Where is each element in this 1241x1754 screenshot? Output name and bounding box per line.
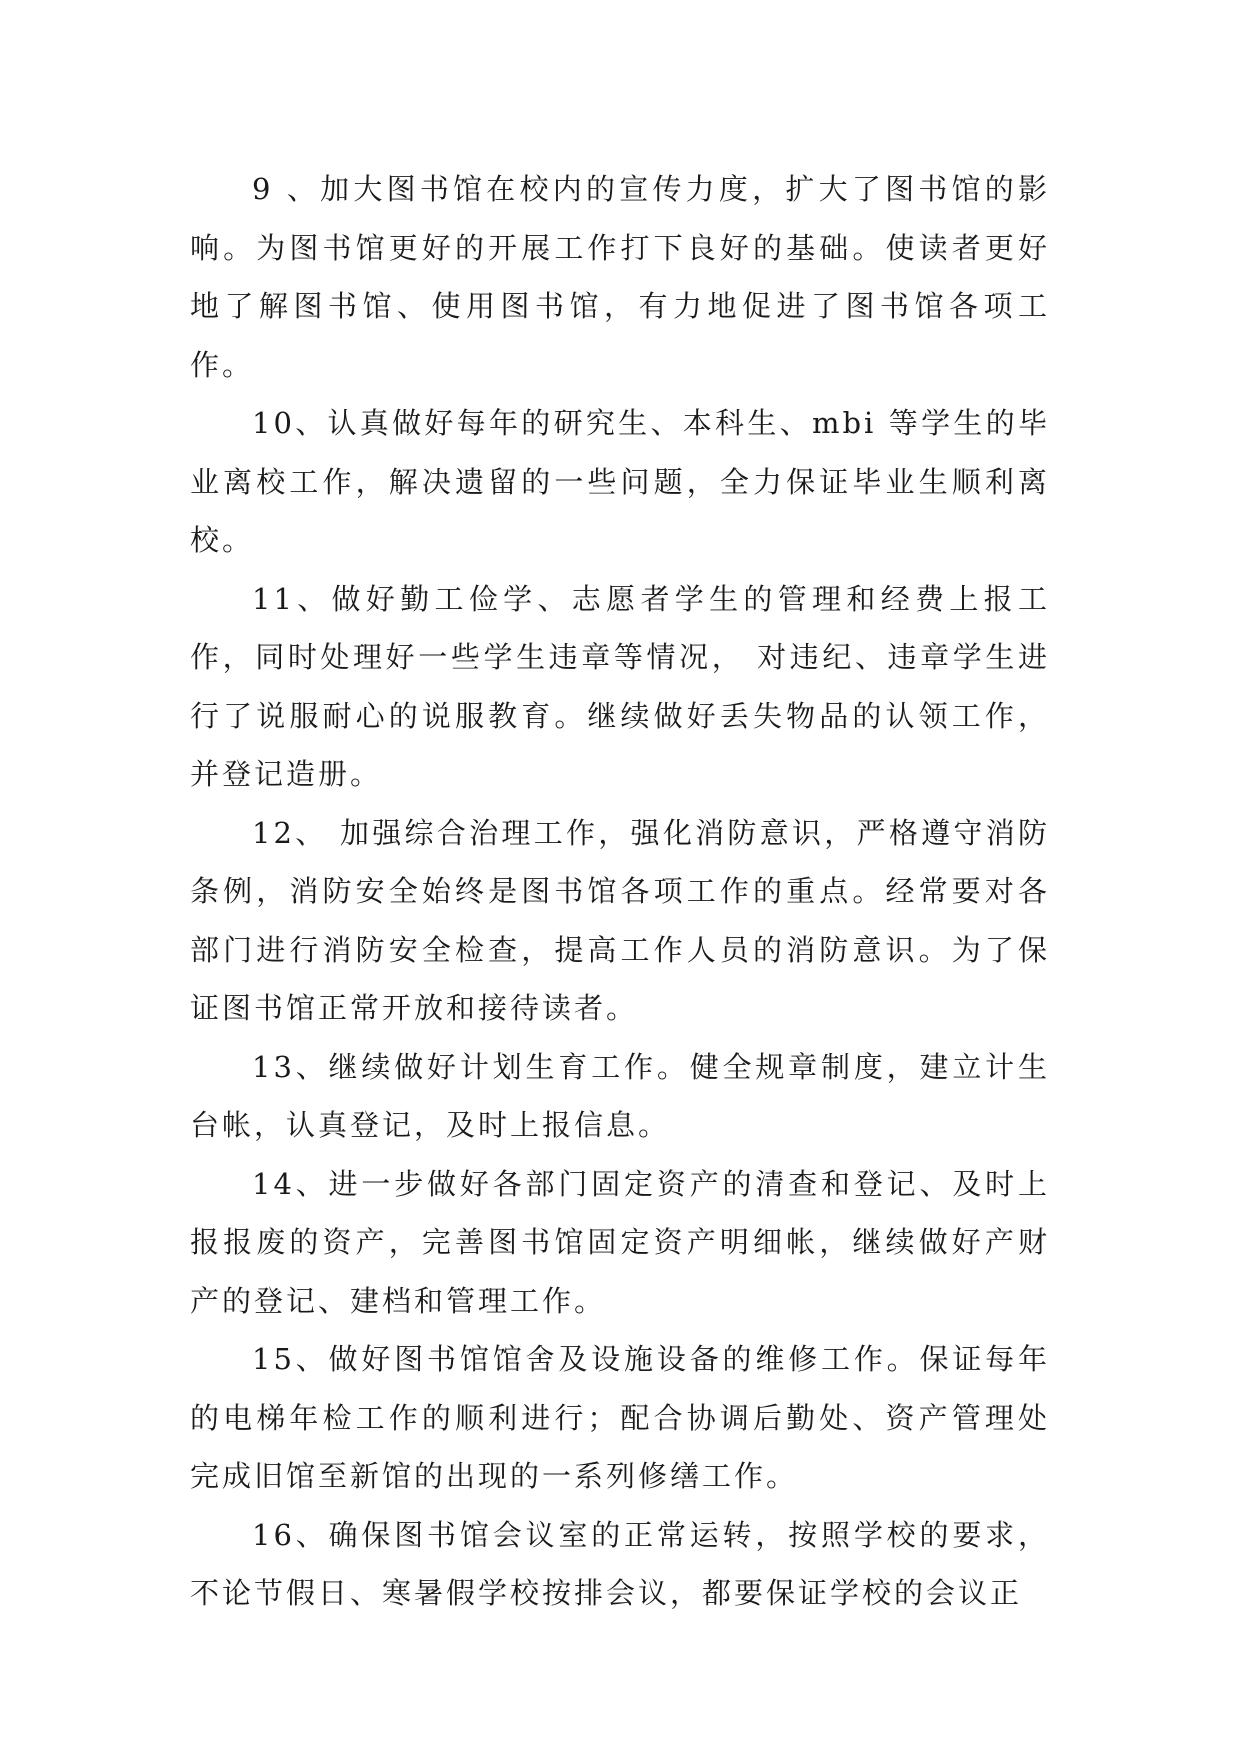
paragraph-13: 13、继续做好计划生育工作。健全规章制度，建立计生台帐，认真登记，及时上报信息。 <box>190 1049 1050 1142</box>
paragraph-11: 11、做好勤工俭学、志愿者学生的管理和经费上报工作，同时处理好一些学生违章等情况， 对违纪、违章学生进行了说服耐心的说服教育。继续做好丢失物品的认领工作，并登记造册。 <box>190 581 1050 791</box>
paragraph-16: 16、确保图书馆会议室的正常运转，按照学校的要求，不论节假日、寒暑假学校按排会议，都要保证学校的会议正 <box>190 1517 1050 1610</box>
paragraph-10: 10、认真做好每年的研究生、本科生、mbi 等学生的毕业离校工作，解决遗留的一些问题，全力保证毕业生顺利离校。 <box>190 406 1050 557</box>
paragraph-15: 15、做好图书馆馆舍及设施设备的维修工作。保证每年的电梯年检工作的顺利进行；配合协调后勤处、资产管理处完成旧馆至新馆的出现的一系列修缮工作。 <box>190 1342 1050 1493</box>
document-body <box>190 160 1050 1623</box>
paragraph-12: 12、 加强综合治理工作，强化消防意识，严格遵守消防条例，消防安全始终是图书馆各项工作的重点。经常要对各部门进行消防安全检查，提高工作人员的消防意识。为了保证图书馆正常开放和接待读者。 <box>190 815 1050 1025</box>
paragraph-14: 14、进一步做好各部门固定资产的清查和登记、及时上报报废的资产，完善图书馆固定资产明细帐，继续做好产财产的登记、建档和管理工作。 <box>190 1166 1050 1318</box>
paragraph-9: 9 、加大图书馆在校内的宣传力度，扩大了图书馆的影响。为图书馆更好的开展工作打下良好的基础。使读者更好地了解图书馆、使用图书馆，有力地促进了图书馆各项工作。 <box>190 172 1050 382</box>
